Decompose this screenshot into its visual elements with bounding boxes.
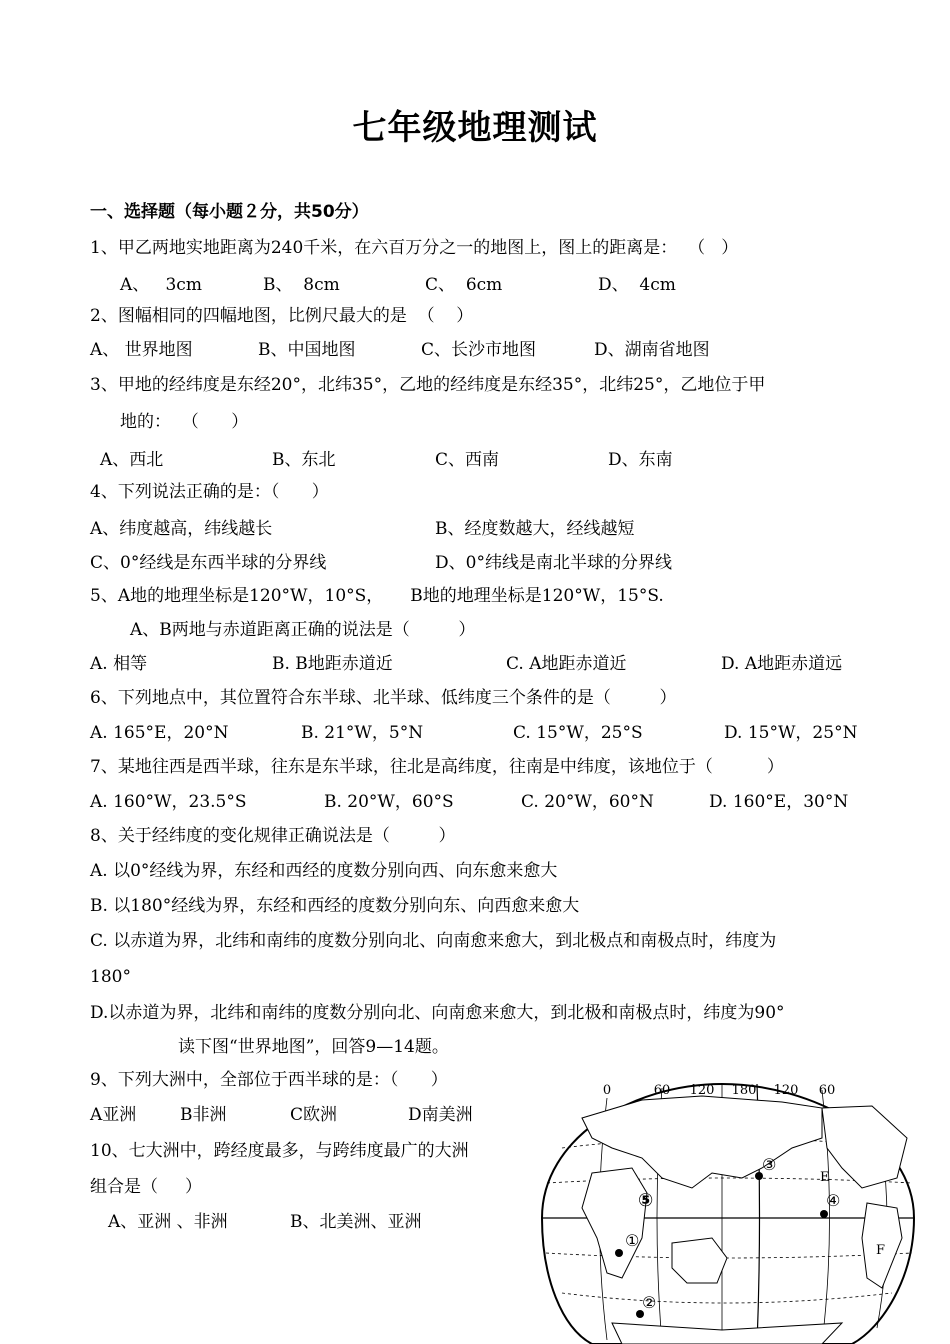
- q6-option-b: B. 21°W，5°N: [301, 723, 424, 743]
- lon-label-60: 60: [653, 1083, 671, 1098]
- lon-label-120w: 120: [773, 1083, 799, 1098]
- map-letter-e: E: [820, 1170, 830, 1185]
- q2-option-c: C、长沙市地图: [421, 340, 537, 360]
- landmass-australia: [672, 1238, 727, 1283]
- question-2: 2、图幅相同的四幅地图，比例尺最大的是 （ ）: [90, 306, 474, 326]
- q1-option-c: C、 6cm: [425, 275, 503, 295]
- latitude-line: [546, 1253, 912, 1258]
- section-heading: 一、选择题（每小题２分，共50分）: [90, 202, 369, 222]
- question-3: 3、甲地的经纬度是东经20°，北纬35°，乙地的经纬度是东经35°，北纬25°，乙地位于甲: [90, 375, 766, 395]
- q1-option-d: D、 4cm: [598, 275, 676, 295]
- question-1: 1、甲乙两地实地距离为240千米，在六百万分之一的地图上，图上的距离是： （ ）: [90, 238, 739, 258]
- q3-option-a: A、西北: [100, 450, 164, 470]
- lon-label-60w: 60: [818, 1083, 836, 1098]
- map-instruction: 读下图“世界地图”，回答9—14题。: [178, 1037, 449, 1057]
- question-8: 8、关于经纬度的变化规律正确说法是（ ）: [90, 826, 456, 846]
- question-4: 4、下列说法正确的是：（ ）: [90, 482, 329, 502]
- landmass-antarctica: [612, 1323, 842, 1344]
- map-point-2: ②: [642, 1293, 657, 1312]
- world-map-figure: [522, 1078, 922, 1344]
- q9-option-b: B非洲: [180, 1105, 227, 1125]
- q10-option-a: A、亚洲 、非洲: [108, 1212, 228, 1232]
- question-7: 7、某地往西是西半球，往东是东半球，往北是高纬度，往南是中纬度，该地位于（ ）: [90, 757, 784, 777]
- q1-option-a: A、 3cm: [120, 275, 202, 295]
- q7-option-d: D. 160°E，30°N: [709, 792, 849, 812]
- q5-option-a: A. 相等: [90, 654, 148, 674]
- question-6: 6、下列地点中，其位置符合东半球、北半球、低纬度三个条件的是（ ）: [90, 688, 677, 708]
- q4-option-d: D、0°纬线是南北半球的分界线: [435, 553, 672, 573]
- q3-option-c: C、西南: [435, 450, 500, 470]
- q4-option-c: C、0°经线是东西半球的分界线: [90, 553, 327, 573]
- question-9: 9、下列大洲中，全部位于西半球的是：（ ）: [90, 1070, 448, 1090]
- lon-label-180: 180: [731, 1083, 757, 1098]
- page-title: 七年级地理测试: [352, 108, 598, 148]
- landmass-africa: [582, 1168, 647, 1278]
- question-10: 10、七大洲中，跨经度最多，与跨纬度最广的大洲: [90, 1141, 469, 1161]
- question-5: 5、A地的地理坐标是120°W，10°S， B地的地理坐标是120°W，15°S.: [90, 586, 664, 606]
- q9-option-c: C欧洲: [290, 1105, 338, 1125]
- latitude-line: [562, 1293, 892, 1303]
- q8-option-d: D.以赤道为界，北纬和南纬的度数分别向北、向南愈来愈大，到北极和南极点时，纬度为90°: [90, 1003, 785, 1023]
- map-point-3: ③: [762, 1155, 777, 1174]
- lon-label-120: 120: [689, 1083, 715, 1098]
- q6-option-c: C. 15°W，25°S: [513, 723, 643, 743]
- q7-option-c: C. 20°W，60°N: [521, 792, 654, 812]
- q3-option-d: D、东南: [608, 450, 673, 470]
- q2-option-a: A、 世界地图: [90, 340, 193, 360]
- q9-option-d: D南美洲: [408, 1105, 473, 1125]
- q6-option-a: A. 165°E，20°N: [90, 723, 229, 743]
- lon-label-0: 0: [602, 1083, 612, 1098]
- map-point-dot: [820, 1210, 828, 1218]
- q8-option-a: A. 以0°经线为界，东经和西经的度数分别向西、向东愈来愈大: [90, 861, 558, 881]
- q8-option-c-cont: 180°: [90, 967, 131, 987]
- q5-option-b: B. B地距赤道近: [272, 654, 393, 674]
- q5-option-c: C. A地距赤道近: [506, 654, 627, 674]
- map-point-4: ④: [826, 1191, 841, 1210]
- q5-option-d: D. A地距赤道远: [721, 654, 843, 674]
- map-point-dot: [615, 1249, 623, 1257]
- q2-option-b: B、中国地图: [258, 340, 356, 360]
- q7-option-b: B. 20°W，60°S: [324, 792, 454, 812]
- q4-option-a: A、纬度越高，纬线越长: [90, 519, 273, 539]
- landmass-north-america: [822, 1106, 907, 1188]
- q8-option-c: C. 以赤道为界，北纬和南纬的度数分别向北、向南愈来愈大，到北极点和南极点时，纬度为: [90, 931, 777, 951]
- q9-option-a: A亚洲: [90, 1105, 137, 1125]
- map-point-5: ⑤: [638, 1190, 654, 1211]
- map-point-1: ①: [625, 1231, 640, 1250]
- q8-option-b: B. 以180°经线为界，东经和西经的度数分别向东、向西愈来愈大: [90, 896, 580, 916]
- q2-option-d: D、湖南省地图: [594, 340, 710, 360]
- map-letter-f: F: [876, 1243, 886, 1258]
- q4-option-b: B、经度数越大，经线越短: [435, 519, 635, 539]
- q7-option-a: A. 160°W，23.5°S: [90, 792, 247, 812]
- q1-option-b: B、 8cm: [263, 275, 340, 295]
- question-5-cont: A、B两地与赤道距离正确的说法是（ ）: [130, 620, 476, 640]
- question-10-cont: 组合是（ ）: [90, 1177, 203, 1197]
- q3-option-b: B、东北: [272, 450, 336, 470]
- q6-option-d: D. 15°W，25°N: [724, 723, 858, 743]
- question-3-cont: 地的： （ ）: [120, 412, 249, 432]
- q10-option-b: B、北美洲、亚洲: [290, 1212, 422, 1232]
